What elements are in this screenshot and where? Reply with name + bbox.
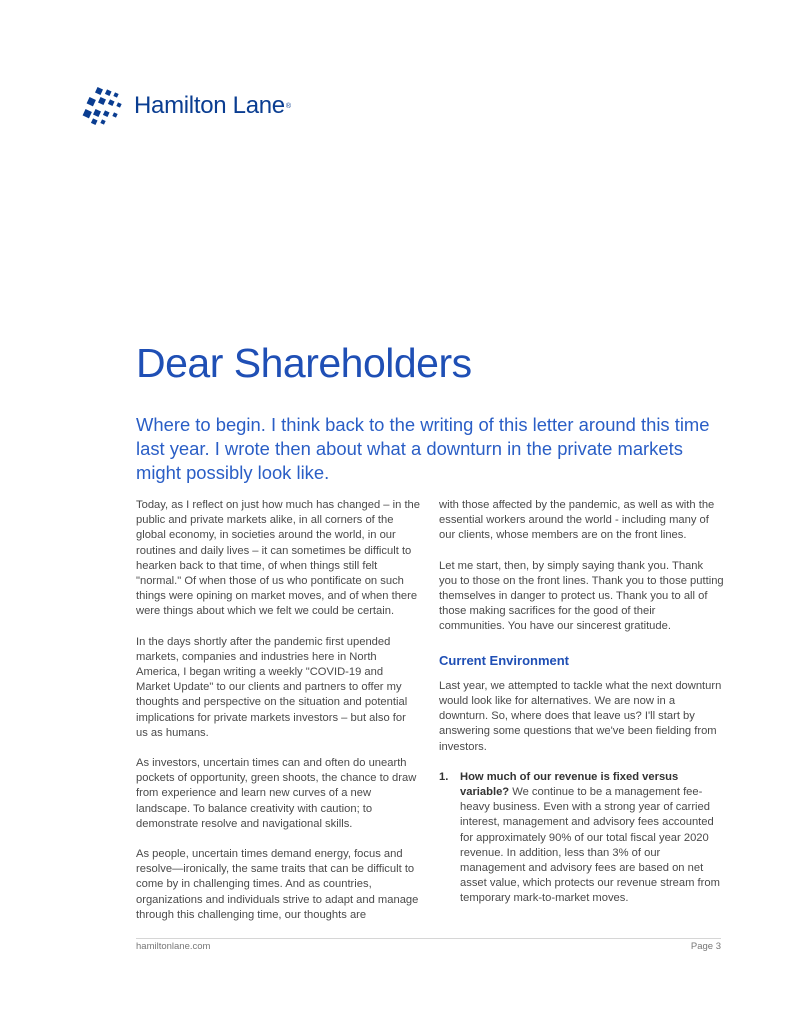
page-title: Dear Shareholders	[136, 340, 472, 386]
right-column	[439, 498, 724, 907]
list-item-text	[460, 770, 724, 907]
body-paragraph: Last year, we attempted to tackle what the next downturn would look like for alternatives. We are now in a downturn. So, where does that leave us? I'll start by answering some questions that we've been fielding from investors.	[439, 679, 722, 753]
left-column	[136, 498, 420, 938]
question-text: How much of our revenue is fixed versus variable?	[460, 770, 679, 799]
lead-paragraph: Where to begin. I think back to the writing of this letter around this time last year. I wrote then about what a downturn in the private markets might possibly look like.	[136, 414, 710, 483]
numbered-list-item	[439, 770, 724, 907]
body-paragraph: In the days shortly after the pandemic first upended markets, companies and industries here in North America, I began writing a weekly "COVID-19 and Market Update" to our clients and partners to offer my thoughts and perspective on the situation and potential implications for private markets investors – but also for us as humans.	[136, 635, 408, 739]
list-number: 1.	[439, 770, 449, 783]
body-paragraph: Today, as I reflect on just how much has changed – in the public and private markets alike, in all corners of the global economy, in societies around the world, in our routines and daily lives – it can sometimes be difficult to hearken back to that time, of when things still felt "normal." Of when those of us who pontificate on such things were opining on market moves, and of when there were things about which we felt we could be certain.	[136, 499, 420, 618]
body-paragraph: As investors, uncertain times can and often do unearth pockets of opportunity, green shoots, the chance to draw from experience and learn new curves of a new landscape. To balance creativity with caution; to demonstrate resolve and navigational skills.	[136, 757, 417, 830]
logo-wordmark: Hamilton Lane	[134, 92, 285, 119]
section-heading: Current Environment	[439, 652, 570, 668]
body-paragraph: As people, uncertain times demand energy, focus and resolve—ironically, the same traits that can be difficult to come by in challenging times. And as countries, organizations and individuals strive to adapt and manage through this challenging time, our thoughts are	[136, 848, 419, 921]
footer-page-number: Page 3	[690, 941, 721, 952]
footer-divider	[136, 938, 721, 939]
answer-text: We continue to be a management fee-heavy business. Even with a strong year of carried interest, management and advisory fees accounted for approximately 90% of our total fiscal year 2020 revenue. In addition, less than 3% of our management and advisory fees are based on net asset value, which protects our revenue stream from temporary mark-to-market moves.	[460, 786, 720, 905]
registered-mark: ®	[285, 102, 292, 110]
body-paragraph: with those affected by the pandemic, as well as with the essential workers around the world - including many of our clients, whose members are on the front lines.	[439, 499, 715, 542]
body-paragraph: Let me start, then, by simply saying thank you. Thank you to those on the front lines. Thank you to those putting themselves in danger to protect us. Thank you to all of those making sacrifices for the good of their communities. You have our sincerest gratitude.	[439, 559, 724, 633]
hamilton-lane-logo	[82, 86, 291, 126]
logo-mark-icon	[82, 86, 128, 126]
footer-website: hamiltonlane.com	[136, 941, 211, 952]
